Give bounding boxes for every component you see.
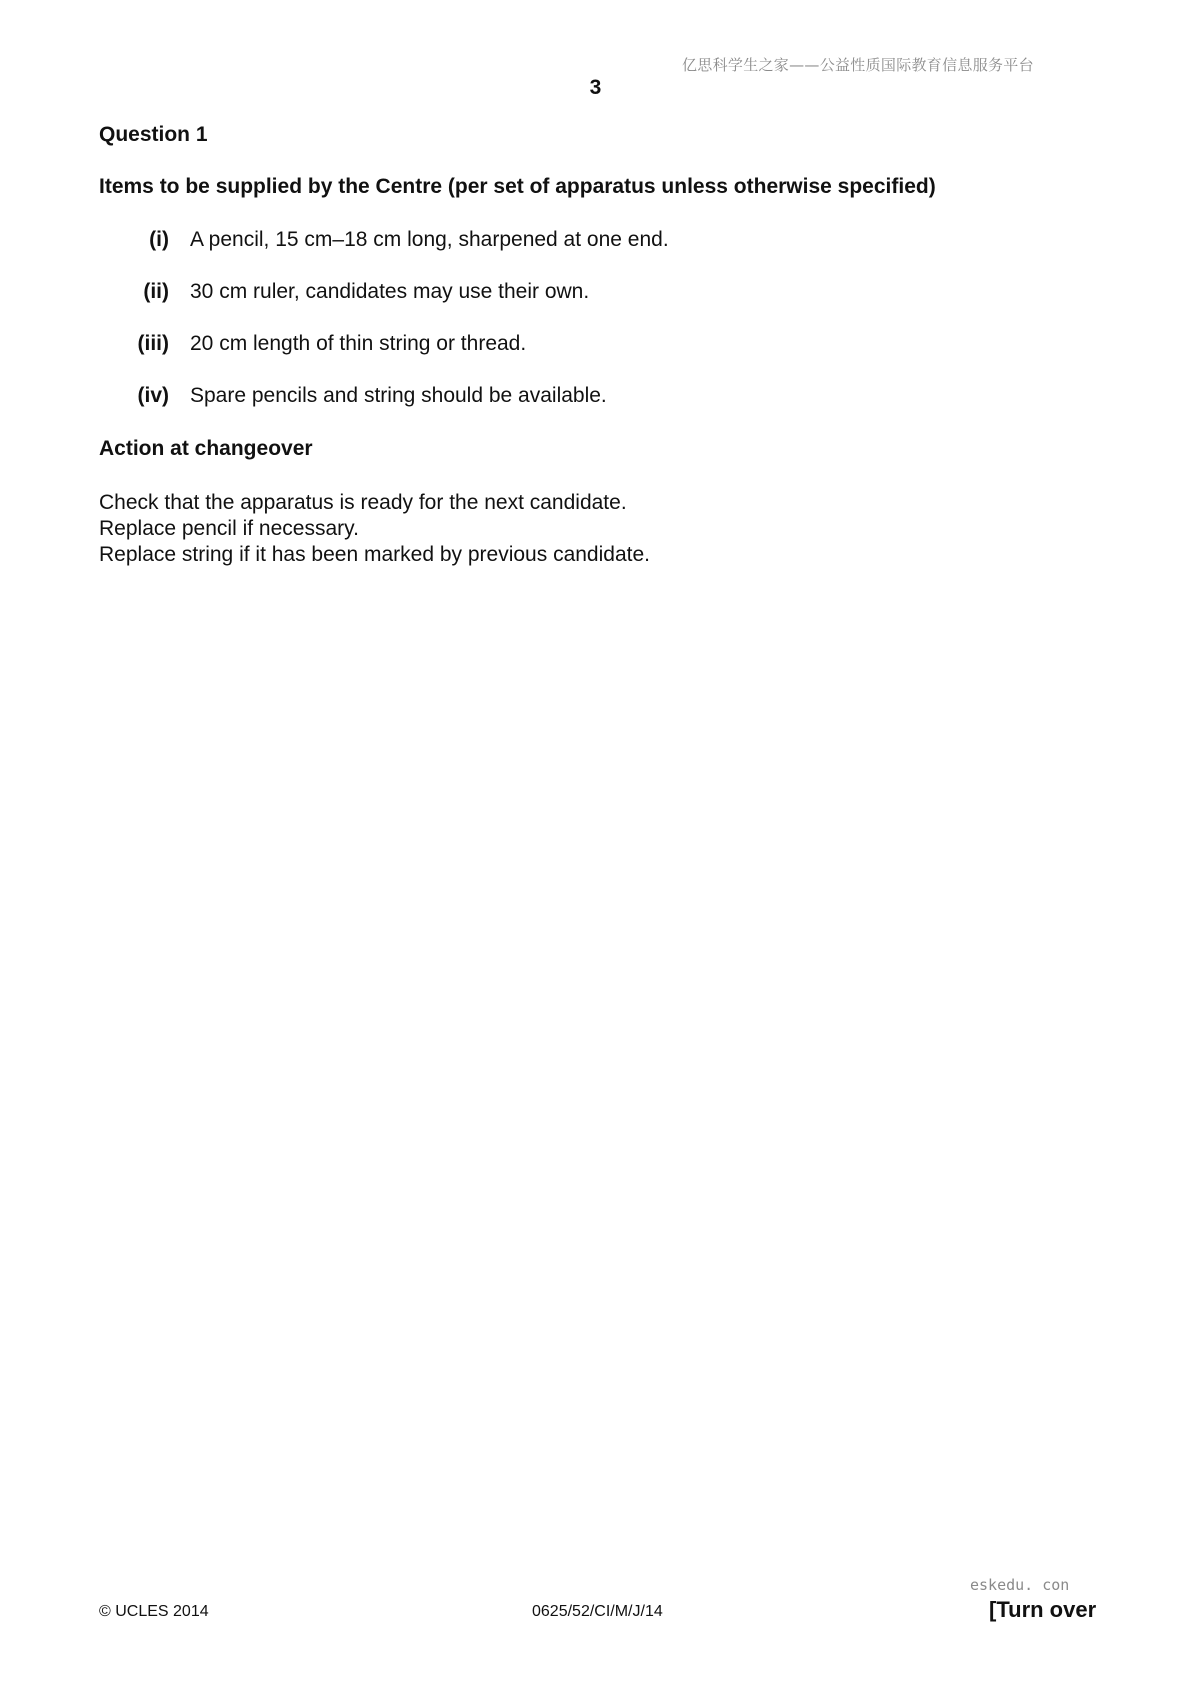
instruction-line: Replace pencil if necessary.: [99, 517, 359, 540]
changeover-instructions: [99, 490, 650, 568]
item-text: Spare pencils and string should be available.: [190, 384, 607, 407]
item-text: A pencil, 15 cm–18 cm long, sharpened at one end.: [190, 228, 669, 251]
item-text: 20 cm length of thin string or thread.: [190, 332, 527, 355]
item-number: (ii): [143, 280, 169, 303]
changeover-heading: Action at changeover: [99, 437, 313, 460]
instruction-line: Check that the apparatus is ready for the next candidate.: [99, 491, 627, 514]
instruction-line: Replace string if it has been marked by previous candidate.: [99, 543, 650, 566]
footer-copyright: © UCLES 2014: [99, 1603, 209, 1620]
items-heading: Items to be supplied by the Centre (per set of apparatus unless otherwise specified): [99, 175, 936, 198]
page-number: 3: [589, 76, 602, 99]
question-title: Question 1: [99, 123, 208, 146]
footer-paper-code: 0625/52/CI/M/J/14: [532, 1603, 663, 1620]
item-number: (iii): [137, 332, 169, 355]
item-number: (i): [149, 228, 169, 251]
header-watermark: 亿思科学生之家——公益性质国际教育信息服务平台: [682, 56, 1034, 74]
turn-over-label: [Turn over: [989, 1597, 1097, 1622]
footer-watermark: eskedu. con: [970, 1576, 1070, 1594]
item-text: 30 cm ruler, candidates may use their own.: [190, 280, 590, 303]
item-number: (iv): [137, 384, 169, 407]
